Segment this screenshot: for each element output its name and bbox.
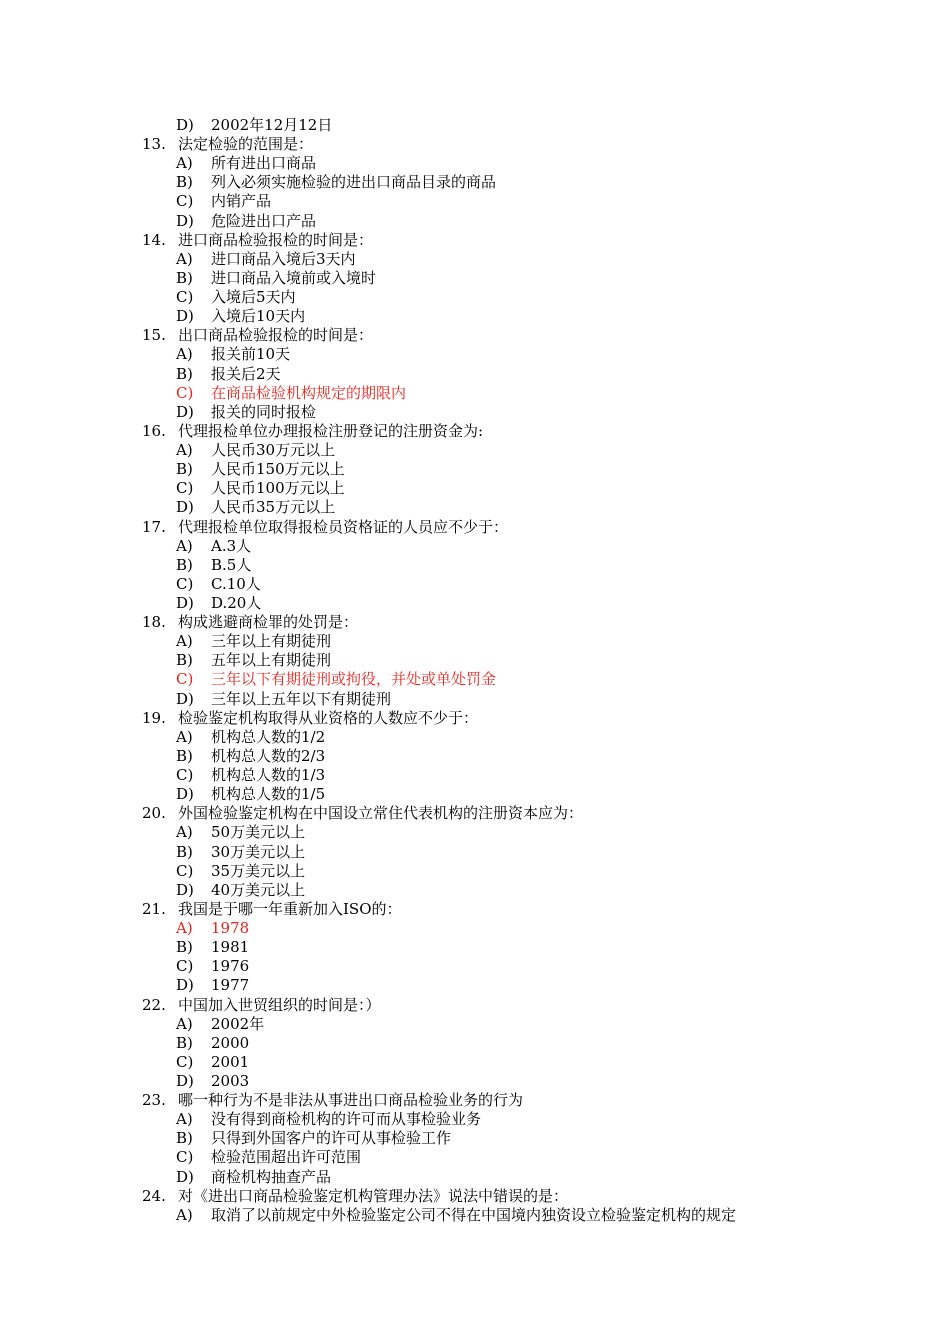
option-letter: D) [176,785,194,804]
question-number: 21. [142,899,166,918]
option-text: 40万美元以上 [211,880,306,899]
option-text: 2003 [211,1072,250,1090]
option-text: 2002年 [211,1014,265,1033]
question-number: 24. [142,1186,166,1205]
option-letter: D) [176,402,194,421]
option-letter: B) [176,1129,193,1148]
option-letter: B) [176,842,193,861]
question-text: 构成逃避商检罪的处罚是： [178,613,359,632]
question-text: 检验鉴定机构取得从业资格的人数应不少于： [178,708,479,727]
option-letter: C) [176,957,194,976]
option-letter: D) [176,116,194,134]
option-letter: A) [176,345,193,364]
option-letter: C) [176,861,194,880]
option-text: 危险进出口产品 [211,211,317,230]
question-number: 18. [142,613,166,632]
question-number: 17. [142,517,166,536]
option-letter: A) [176,1205,193,1224]
option-letter: D) [176,211,194,230]
option-text: 2000 [211,1033,250,1052]
question-number: 14. [142,230,166,249]
option-text: 机构总人数的1/5 [211,785,326,804]
question-text: 出口商品检验报检的时间是： [178,326,374,345]
option-text: 内销产品 [211,192,272,211]
option-letter: A) [176,441,193,460]
option-letter: A) [176,154,193,173]
question-number: 22. [142,995,166,1014]
option-text: C.10人 [211,574,261,593]
option-letter: A) [176,727,193,746]
option-letter: A) [176,1110,193,1129]
option-text: 所有进出口商品 [211,154,317,173]
option-letter: D) [176,1167,194,1186]
option-letter: B) [176,460,193,479]
option-letter: C) [176,766,194,785]
option-text: 35万美元以上 [211,861,306,880]
option-letter: D) [176,307,194,326]
option-text: 五年以上有期徒刑 [211,651,332,670]
question-number: 19. [142,708,166,727]
option-text: 1978 [211,919,250,938]
option-text: 2001 [211,1052,250,1071]
option-letter: C) [176,574,194,593]
option-letter: C) [176,383,194,402]
option-letter: D) [176,498,194,517]
option-text: 报关的同时报检 [211,402,317,421]
option-text: 商检机构抽查产品 [211,1167,332,1186]
question-text: 中国加入世贸组织的时间是：） [178,995,381,1014]
question-text: 哪一种行为不是非法从事进出口商品检验业务的行为 [178,1091,524,1110]
option-letter: A) [176,632,193,651]
option-text: 三年以上五年以下有期徒刑 [211,689,392,708]
option-letter: C) [176,288,194,307]
option-text: 只得到外国客户的许可从事检验工作 [211,1129,452,1148]
question-number: 16. [142,421,166,440]
question-number: 13. [142,135,166,154]
option-text: B.5人 [211,555,252,574]
option-letter: B) [176,1033,193,1052]
question-text: 进口商品检验报检的时间是： [178,230,374,249]
option-text: 报关后2天 [211,364,281,383]
option-letter: D) [176,880,194,899]
option-letter: B) [176,746,193,765]
option-letter: C) [176,479,194,498]
question-text: 外国检验鉴定机构在中国设立常住代表机构的注册资本应为： [178,804,584,823]
option-letter: B) [176,651,193,670]
option-letter: B) [176,938,193,957]
option-text: 机构总人数的1/3 [211,766,326,785]
option-text: 入境后5天内 [211,288,296,307]
option-letter: D) [176,1072,194,1090]
question-text: 我国是于哪一年重新加入ISO的： [178,899,402,918]
option-text: 列入必须实施检验的进出口商品目录的商品 [211,173,497,192]
option-text: 人民币150万元以上 [211,460,345,479]
option-text: 三年以上有期徒刑 [211,632,332,651]
option-text: 机构总人数的1/2 [211,727,326,746]
question-text: 法定检验的范围是： [178,135,314,154]
option-text: A.3人 [211,536,252,555]
option-text: 50万美元以上 [211,823,306,842]
option-letter: D) [176,689,194,708]
option-text: 1981 [211,938,250,957]
question-text: 对《进出口商品检验鉴定机构管理办法》说法中错误的是： [178,1186,569,1205]
question-number: 15. [142,326,166,345]
option-letter: D) [176,976,194,995]
question-number: 23. [142,1091,166,1110]
option-letter: A) [176,536,193,555]
option-text: 人民币30万元以上 [211,441,336,460]
option-text: 进口商品入境后3天内 [211,249,356,268]
option-text: 报关前10天 [211,345,291,364]
option-text: 30万美元以上 [211,842,306,861]
option-letter: B) [176,268,193,287]
option-text: 检验范围超出许可范围 [211,1148,362,1167]
option-letter: A) [176,1014,193,1033]
option-text: 入境后10天内 [211,307,306,326]
option-text: 机构总人数的2/3 [211,746,326,765]
option-letter: B) [176,173,193,192]
question-text: 代理报检单位取得报检员资格证的人员应不少于： [178,517,509,536]
option-letter: D) [176,594,194,612]
question-number: 20. [142,804,166,823]
option-text: 1977 [211,976,250,995]
option-text: 在商品检验机构规定的期限内 [211,383,407,402]
option-letter: B) [176,364,193,383]
option-text: 人民币35万元以上 [211,498,336,517]
option-text: D.20人 [211,594,262,612]
option-letter: B) [176,555,193,574]
option-letter: C) [176,670,194,689]
option-text: 进口商品入境前或入境时 [211,268,377,287]
option-text: 没有得到商检机构的许可而从事检验业务 [211,1110,482,1129]
option-letter: A) [176,249,193,268]
option-letter: C) [176,192,194,211]
option-text: 取消了以前规定中外检验鉴定公司不得在中国境内独资设立检验鉴定机构的规定 [211,1205,737,1224]
option-text: 人民币100万元以上 [211,479,345,498]
option-text: 1976 [211,957,250,976]
option-text: 三年以下有期徒刑或拘役，并处或单处罚金 [211,670,497,689]
option-letter: C) [176,1052,194,1071]
option-text: 2002年12月12日 [211,116,333,134]
option-letter: A) [176,919,193,938]
option-letter: C) [176,1148,194,1167]
question-text: 代理报检单位办理报检注册登记的注册资金为: [178,421,484,440]
option-letter: A) [176,823,193,842]
